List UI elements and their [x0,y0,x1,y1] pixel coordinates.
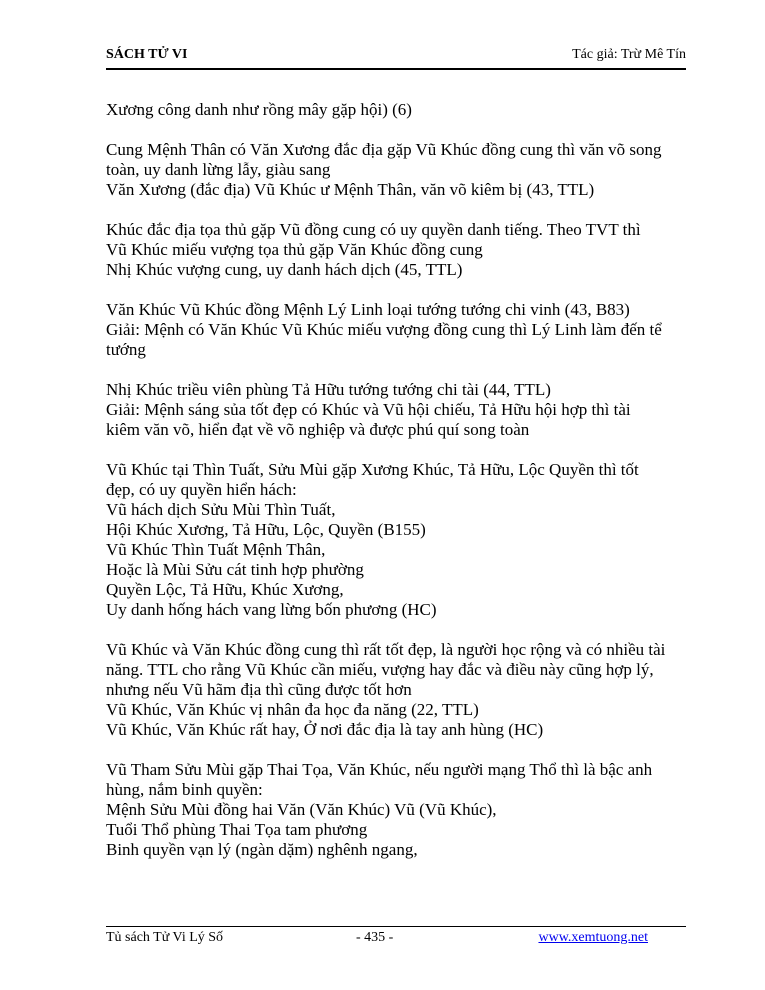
text-line: Tuổi Thổ phùng Thai Tọa tam phương [106,820,368,839]
text-line: Nhị Khúc triều viên phùng Tả Hữu tướng tướng chi tài (44, TTL) [106,380,551,399]
text-line: Cung Mệnh Thân có Văn Xương đắc địa gặp Vũ Khúc đồng cung thì văn võ song [106,140,662,159]
text-line: nhưng nếu Vũ hãm địa thì cũng được tốt hơn [106,680,412,699]
author-label: Tác giả: Trừ Mê Tín [572,47,686,62]
text-line: Vũ Khúc tại Thìn Tuất, Sửu Mùi gặp Xương Khúc, Tả Hữu, Lộc Quyền thì tốt [106,460,639,479]
page-body [106,100,686,880]
text-line: Vũ Khúc, Văn Khúc vị nhân đa học đa năng (22, TTL) [106,700,479,719]
text-line: Vũ Tham Sửu Mùi gặp Thai Tọa, Văn Khúc, nếu người mạng Thổ thì là bậc anh [106,760,653,779]
paragraph [106,380,686,440]
text-line: Khúc đắc địa tọa thủ gặp Vũ đồng cung có uy quyền danh tiếng. Theo TVT thì [106,220,641,239]
page-footer [106,926,686,949]
text-line: Giải: Mệnh có Văn Khúc Vũ Khúc miếu vượng đồng cung thì Lý Linh làm đến tể [106,320,662,339]
paragraph [106,100,686,120]
text-line: Văn Khúc Vũ Khúc đồng Mệnh Lý Linh loại tướng tướng chi vinh (43, B83) [106,300,630,319]
text-line: Vũ Khúc và Văn Khúc đồng cung thì rất tốt đẹp, là người học rộng và có nhiều tài [106,640,666,659]
page-number: - 435 - [356,930,394,945]
website-link[interactable]: www.xemtuong.net [538,930,648,945]
text-line: Vũ Khúc Thìn Tuất Mệnh Thân, [106,540,326,559]
text-line: tướng [106,340,146,359]
text-line: đẹp, có uy quyền hiển hách: [106,480,297,499]
paragraph [106,300,686,360]
text-line: Uy danh hống hách vang lừng bốn phương (HC) [106,600,437,619]
text-line: Giải: Mệnh sáng sủa tốt đẹp có Khúc và Vũ hội chiếu, Tả Hữu hội hợp thì tài [106,400,631,419]
paragraph [106,220,686,280]
text-line: Nhị Khúc vượng cung, uy danh hách dịch (45, TTL) [106,260,463,279]
text-line: năng. TTL cho rằng Vũ Khúc cần miếu, vượng hay đắc và điều này cũng hợp lý, [106,660,654,679]
text-line: toàn, uy danh lừng lẫy, giàu sang [106,160,331,179]
text-line: hùng, nắm binh quyền: [106,780,263,799]
series-title: Tủ sách Tử Vi Lý Số [106,930,224,945]
text-line: Văn Xương (đắc địa) Vũ Khúc ư Mệnh Thân, văn võ kiêm bị (43, TTL) [106,180,595,199]
paragraph [106,760,686,860]
text-line: Mệnh Sửu Mùi đồng hai Văn (Văn Khúc) Vũ (Vũ Khúc), [106,800,497,819]
text-line: Xương công danh như rồng mây gặp hội) (6) [106,100,412,119]
book-title: SÁCH TỬ VI [106,47,188,62]
text-line: Hoặc là Mùi Sửu cát tinh hợp phường [106,560,364,579]
text-line: Vũ Khúc miếu vượng tọa thủ gặp Văn Khúc đồng cung [106,240,483,259]
text-line: kiêm văn võ, hiển đạt về võ nghiệp và được phú quí song toàn [106,420,530,439]
text-line: Binh quyền vạn lý (ngàn dặm) nghênh ngang, [106,840,418,859]
paragraph [106,640,686,740]
paragraph [106,140,686,200]
paragraph [106,460,686,620]
text-line: Vũ Khúc, Văn Khúc rất hay, Ở nơi đắc địa là tay anh hùng (HC) [106,720,544,739]
text-line: Quyền Lộc, Tả Hữu, Khúc Xương, [106,580,344,599]
text-line: Hội Khúc Xương, Tả Hữu, Lộc, Quyền (B155) [106,520,426,539]
text-line: Vũ hách dịch Sửu Mùi Thìn Tuất, [106,500,336,519]
page-header [106,44,686,70]
